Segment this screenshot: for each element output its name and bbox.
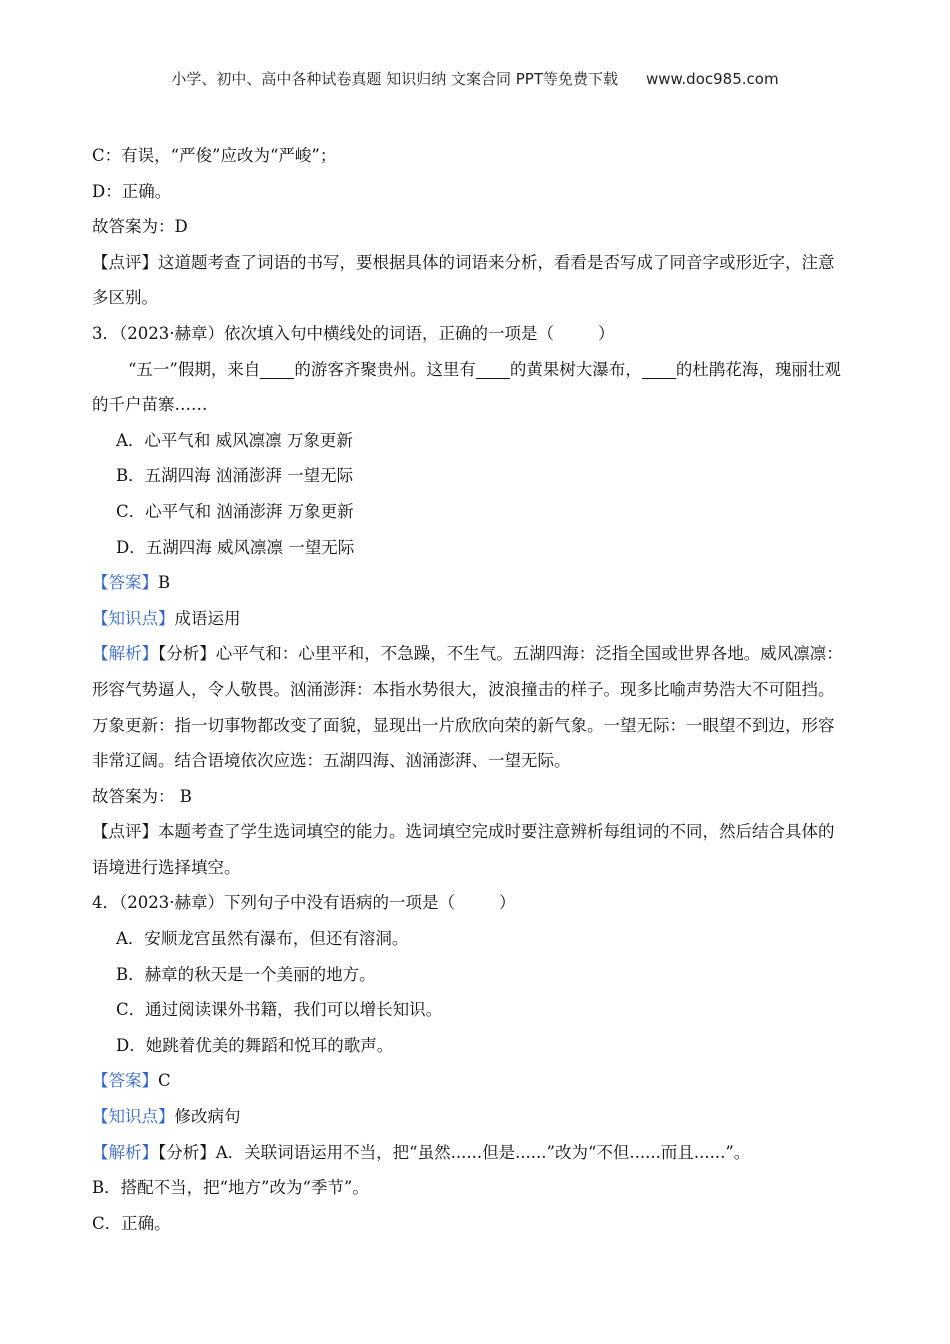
q3-option-d: D．五湖四海 威风凛凛 一望无际 xyxy=(116,537,355,557)
page-header xyxy=(0,68,950,89)
blank-1 xyxy=(260,358,294,379)
header-site-link[interactable]: www.doc985.com xyxy=(645,70,779,88)
q4-knowledge xyxy=(92,1099,850,1135)
q2-option-d-note: D：正确。 xyxy=(92,181,172,201)
q3-answer xyxy=(92,565,850,601)
q3-stem xyxy=(92,316,850,352)
header-text: 小学、初中、高中各种试卷真题 知识归纳 文案合同 PPT等免费下载 xyxy=(171,70,618,88)
document-body xyxy=(92,138,850,1241)
comment-text: 这道题考查了词语的书写，要根据具体的词语来分析，看看是否写成了同音字或形近字，注意多区别。 xyxy=(92,252,835,308)
q3-option-c: C．心平气和 汹涌澎湃 万象更新 xyxy=(116,501,354,521)
answer-tag: 【答案】 xyxy=(92,1071,158,1091)
q3-sentence: “五一”假期，来自 的游客齐聚贵州。这里有 的黄果树大瀑布， 的杜鹃花海，瑰丽壮观的千户苗寨…… xyxy=(92,359,841,415)
question-stem: 3．（2023·赫章）依次填入句中横线处的词语，正确的一项是（ xyxy=(92,323,554,343)
q4-answer xyxy=(92,1063,850,1099)
q4-analysis-b: B．搭配不当，把“地方”改为“季节”。 xyxy=(92,1178,369,1198)
q4-analysis xyxy=(92,1135,850,1171)
question-stem: 4．（2023·赫章）下列句子中没有语病的一项是（ xyxy=(92,893,455,913)
q3-option-b: B．五湖四海 汹涌澎湃 一望无际 xyxy=(116,466,354,486)
q3-comment xyxy=(92,814,850,885)
q2-final-answer: 故答案为：D xyxy=(92,217,188,237)
q3-final-answer: 故答案为： B xyxy=(92,786,192,806)
analysis-text: 【分析】心平气和：心里平和，不急躁，不生气。五湖四海：泛指全国或世界各地。威风凛凛：形容气势逼人，令人敬畏。汹涌澎湃：本指水势很大，波浪撞击的样子。现多比喻声势浩大不可阻挡。万象更新：指一切事物都改变了面貌，显现出一片欣欣向荣的新气象。一望无际：一眼望不到边，形容非常辽阔。结合语境依次应选：五湖四海、汹涌澎湃、一望无际。 xyxy=(92,644,843,771)
q4-option-c: C．通过阅读课外书籍，我们可以增长知识。 xyxy=(116,1000,443,1020)
knowledge-value: 修改病句 xyxy=(174,1107,241,1127)
analysis-tag: 【解析】 xyxy=(92,644,158,664)
analysis-text: 【分析】A．关联词语运用不当，把“虽然......但是......”改为“不但......而且......”。 xyxy=(158,1142,751,1162)
stem-close: ） xyxy=(498,893,516,913)
q3-option-a: A．心平气和 威风凛凛 万象更新 xyxy=(116,430,353,450)
answer-value: C xyxy=(158,1071,171,1091)
knowledge-tag: 【知识点】 xyxy=(92,608,175,628)
blank-2 xyxy=(476,358,510,379)
q4-option-a: A．安顺龙宫虽然有瀑布，但还有溶洞。 xyxy=(116,929,409,949)
q2-comment xyxy=(92,245,850,316)
q4-analysis-c: C．正确。 xyxy=(92,1213,171,1233)
q3-analysis xyxy=(92,636,850,778)
comment-tag: 【点评】 xyxy=(92,252,158,272)
knowledge-tag: 【知识点】 xyxy=(92,1107,175,1127)
q4-option-b: B．赫章的秋天是一个美丽的地方。 xyxy=(116,964,376,984)
q2-option-c-note: C：有误，“严俊”应改为“严峻”； xyxy=(92,146,337,165)
comment-tag: 【点评】 xyxy=(92,822,158,842)
stem-close: ） xyxy=(597,323,615,343)
knowledge-value: 成语运用 xyxy=(174,608,241,628)
blank-3 xyxy=(642,358,676,379)
q4-option-d: D．她跳着优美的舞蹈和悦耳的歌声。 xyxy=(116,1035,394,1055)
analysis-tag: 【解析】 xyxy=(92,1142,158,1162)
q3-knowledge xyxy=(92,601,850,637)
comment-text: 本题考查了学生选词填空的能力。选词填空完成时要注意辨析每组词的不同，然后结合具体的语境进行选择填空。 xyxy=(92,822,835,877)
answer-tag: 【答案】 xyxy=(92,573,158,593)
q4-stem xyxy=(92,885,850,921)
answer-value: B xyxy=(158,573,171,593)
